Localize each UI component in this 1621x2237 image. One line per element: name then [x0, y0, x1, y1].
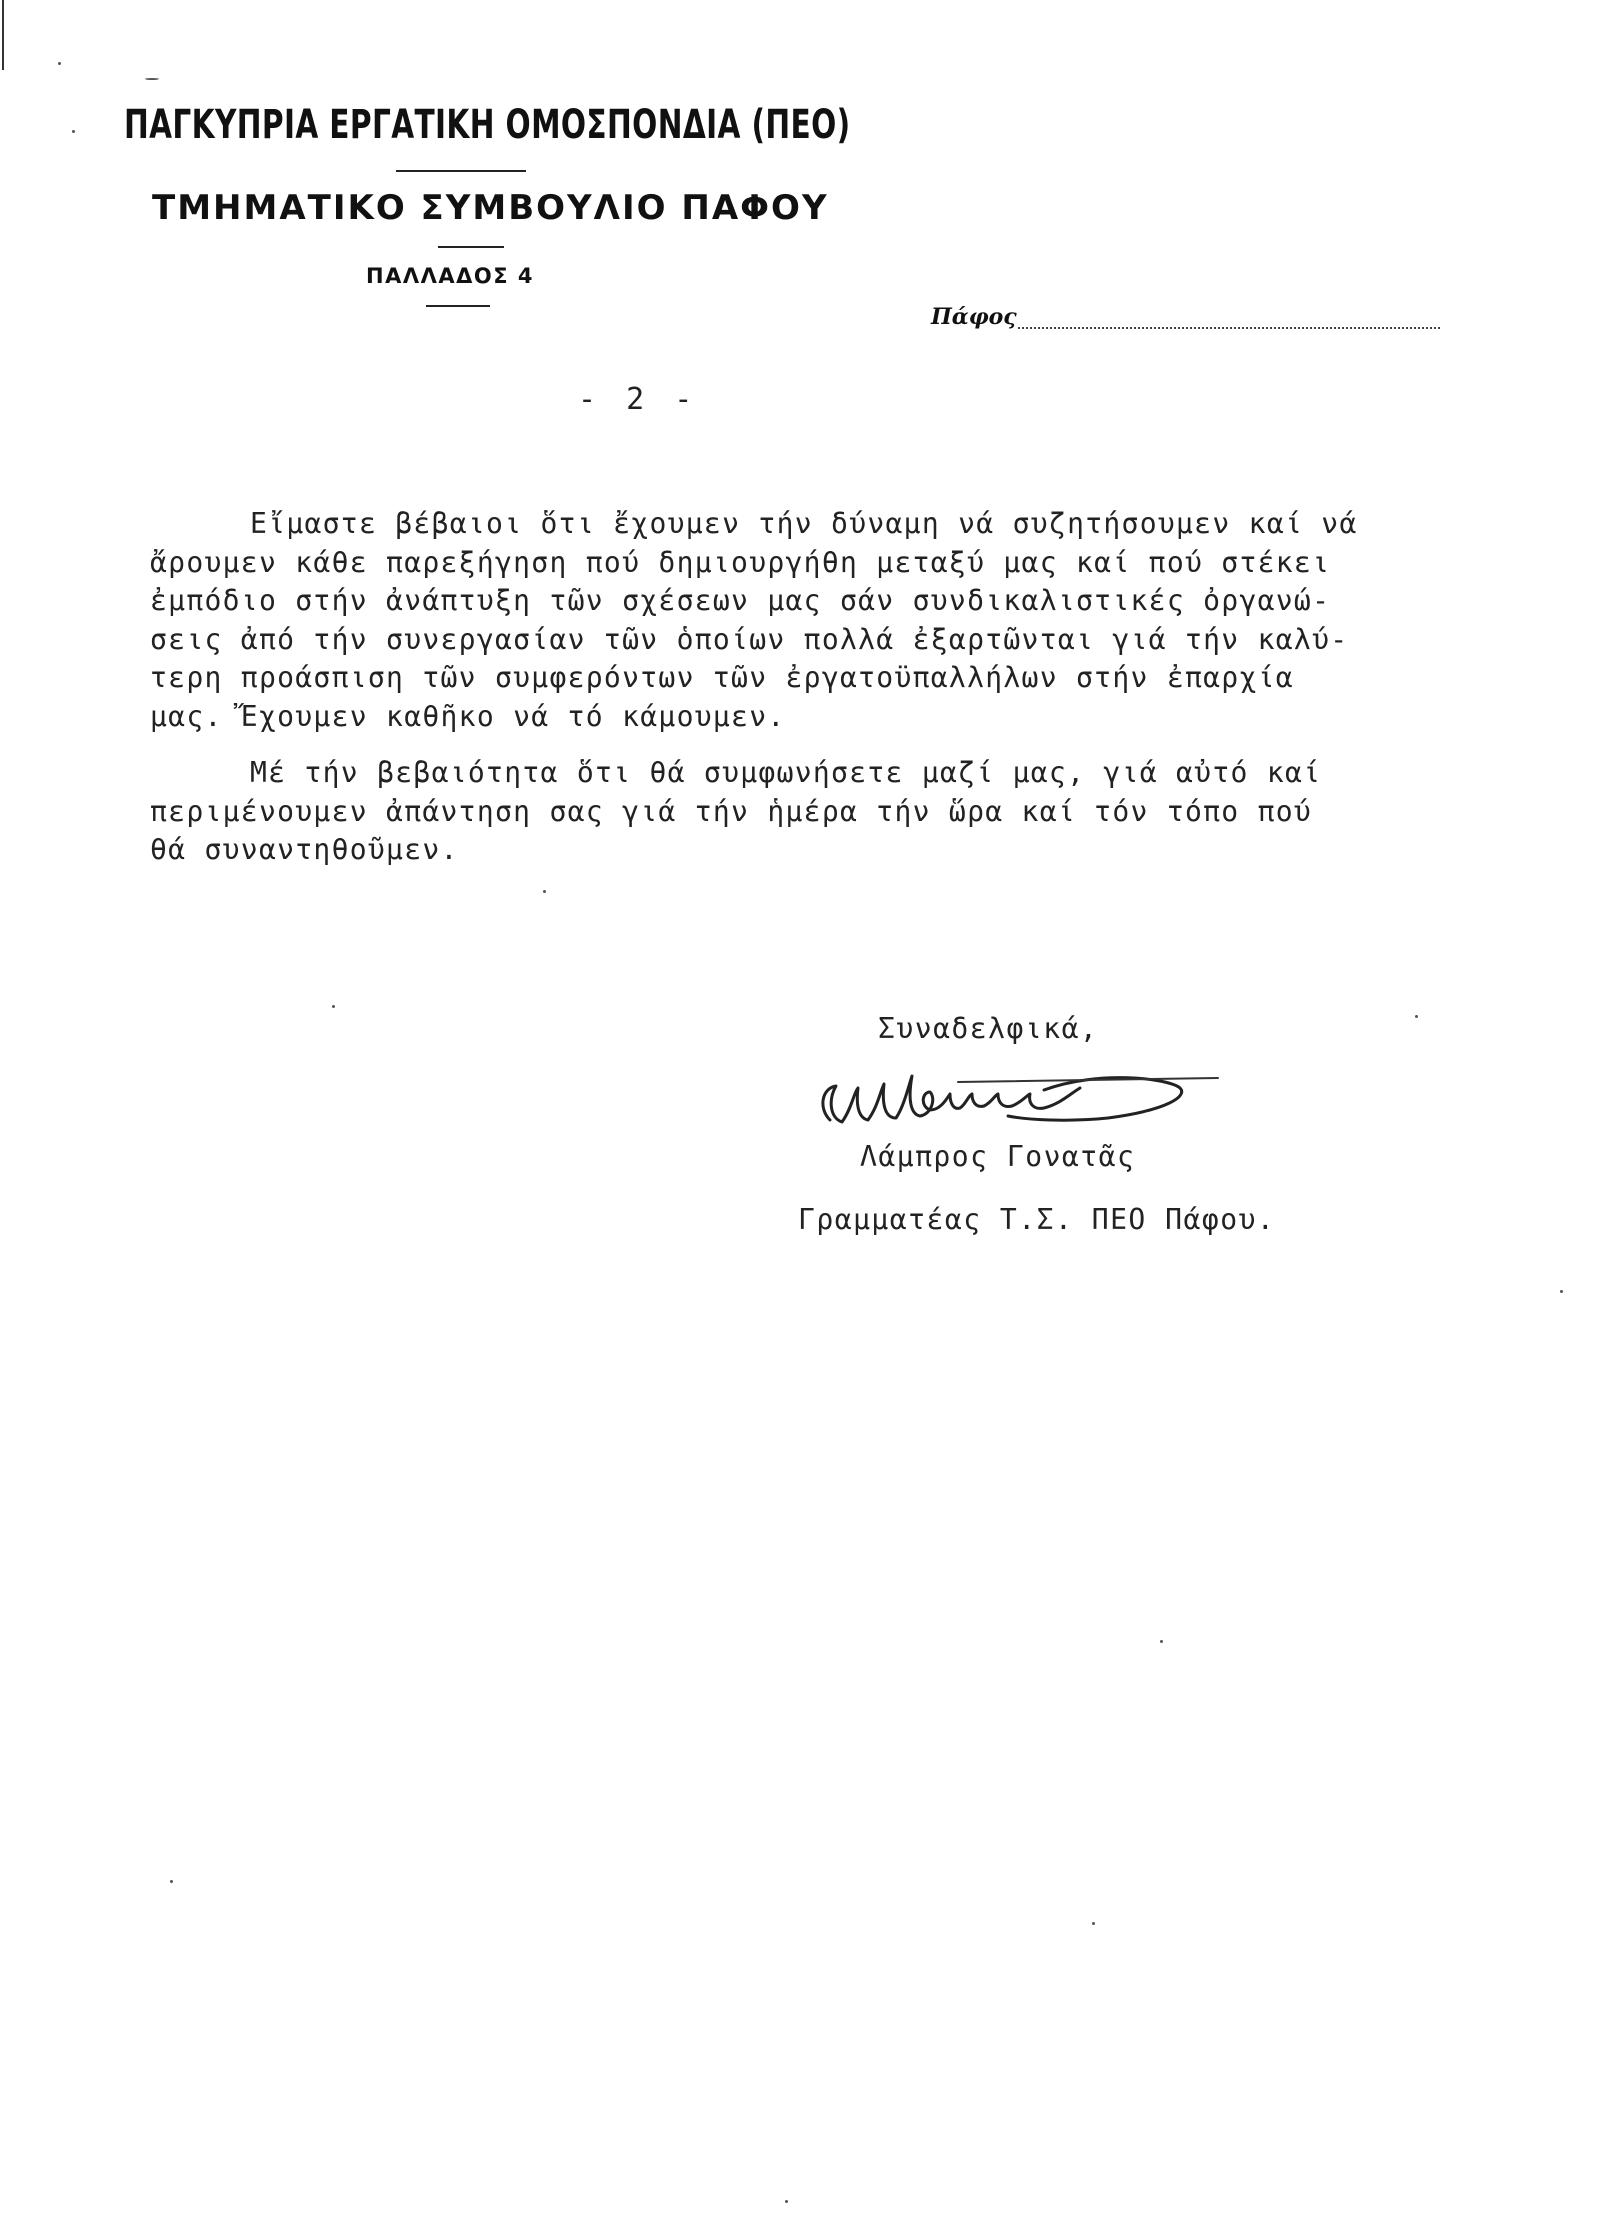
- letterhead-divider: [426, 305, 490, 307]
- scan-edge-mark: [2, 0, 4, 70]
- page-number: - 2 -: [578, 382, 699, 417]
- scan-speck: [58, 62, 61, 65]
- signer-name: Λάμπρος Γονατᾶς: [860, 1140, 1136, 1173]
- text-line: τερη προάσπιση τῶν συμφερόντων τῶν ἐργατοϋπαλλήλων στήν ἐπαρχία: [150, 661, 1294, 694]
- organization-address: ΠΑΛΛΑΔΟΣ 4: [366, 264, 534, 288]
- scan-speck: [332, 1005, 335, 1008]
- scan-speck: [1560, 1290, 1563, 1293]
- text-line: σεις ἀπό τήν συνεργασίαν τῶν ὁποίων πολλά ἐξαρτῶνται γιά τήν καλύ-: [150, 622, 1349, 656]
- signer-title: Γραμματέας Τ.Σ. ΠΕΟ Πάφου.: [798, 1203, 1276, 1236]
- section-name: ΤΜΗΜΑΤΙΚΟ ΣΥΜΒΟΥΛΙΟ ΠΑΦΟΥ: [152, 188, 829, 228]
- scan-speck: [170, 1880, 173, 1883]
- scan-speck: [1092, 1922, 1095, 1925]
- closing-salutation: Συναδελφικά,: [878, 1012, 1099, 1045]
- scan-speck: [1415, 1015, 1418, 1018]
- paragraph: [150, 505, 1500, 736]
- letterhead-divider: [438, 246, 504, 248]
- scan-speck: [543, 890, 546, 893]
- text-line: μας. Ἔχουμεν καθῆκο νά τό κάμουμεν.: [150, 699, 786, 733]
- letterhead-divider: [396, 170, 526, 172]
- text-line: θά συναντηθοῦμεν.: [150, 833, 459, 866]
- scan-speck: [72, 130, 75, 133]
- text-line: ἄρουμεν κάθε παρεξήγηση πού δημιουργήθη μεταξύ μας καί πού στέκει: [150, 545, 1331, 579]
- place-label: Πάφος: [931, 304, 1017, 330]
- scan-speck: [1160, 1640, 1163, 1643]
- paragraph: [150, 754, 1500, 870]
- handwritten-signature: [808, 1048, 1228, 1148]
- letter-body: [150, 505, 1500, 870]
- scan-speck: [785, 2200, 788, 2203]
- text-line: ἐμπόδιο στήν ἀνάπτυξη τῶν σχέσεων μας σάν συνδικαλιστικές ὀργανώ-: [150, 584, 1331, 617]
- text-line: Εἴμαστε βέβαιοι ὅτι ἔχουμεν τήν δύναμη νά συζητήσουμεν καί νά: [250, 507, 1358, 540]
- organization-name: ΠΑΓΚΥΠΡΙΑ ΕΡΓΑΤΙΚΗ ΟΜΟΣΠΟΝΔΙΑ (ΠΕΟ): [124, 102, 851, 148]
- text-line: Μέ τήν βεβαιότητα ὅτι θά συμφωνήσετε μαζί μας, γιά αὐτό καί: [250, 756, 1322, 789]
- scan-speck: [145, 78, 159, 80]
- text-line: περιμένουμεν ἀπάντηση σας γιά τήν ἡμέρα τήν ὥρα καί τόν τόπο πού: [150, 794, 1313, 828]
- date-blank-line: [1018, 327, 1440, 329]
